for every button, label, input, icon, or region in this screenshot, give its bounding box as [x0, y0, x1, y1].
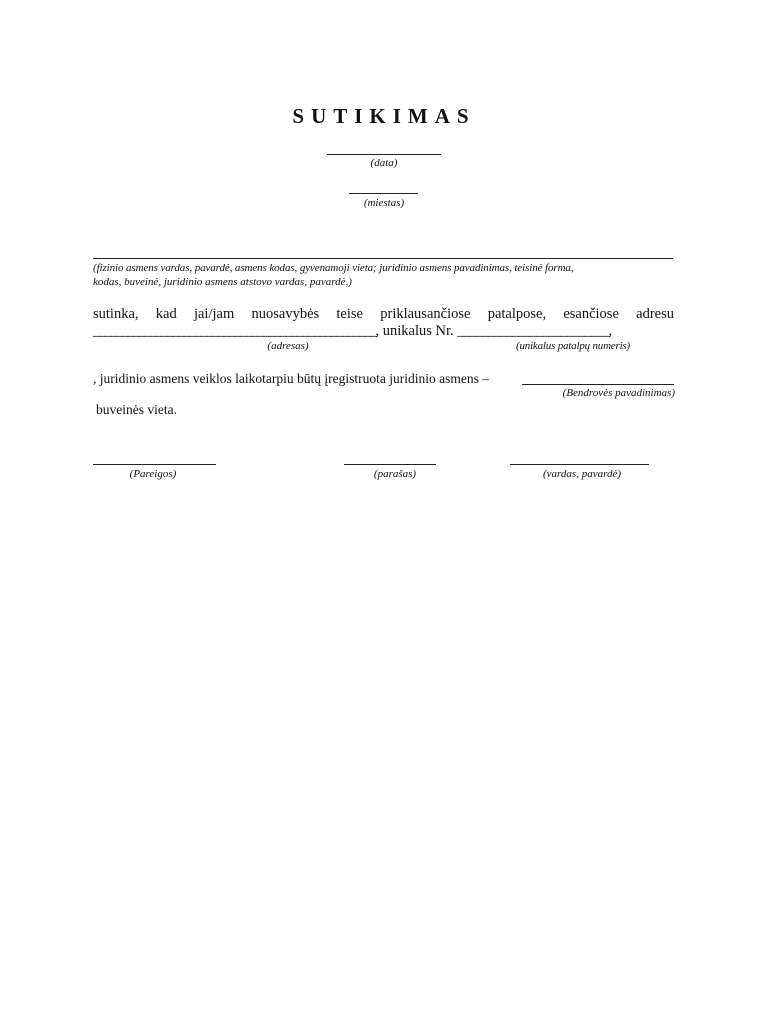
name-line[interactable] [510, 464, 649, 465]
company-name-line[interactable] [522, 384, 674, 385]
city-caption: (miestas) [363, 197, 405, 209]
consent-line-2 [93, 323, 612, 340]
unique-number-caption: (unikalus patalpų numeris) [516, 340, 630, 352]
consent-line-2-comma: , [608, 323, 613, 339]
date-line[interactable] [327, 154, 441, 155]
party-note-line-1: (fizinio asmens vardas, pavardė, asmens kodas, gyvenamoji vieta; juridinio asmens pavadinimas, teisinė forma, [93, 262, 574, 274]
signature-caption: (parašas) [373, 468, 417, 480]
seat-text: buveinės vieta. [96, 402, 177, 417]
position-caption: (Pareigos) [129, 468, 177, 480]
position-line[interactable] [93, 464, 216, 465]
unique-number-blank[interactable]: _________________________ [457, 323, 609, 339]
party-line[interactable] [93, 258, 673, 259]
document-title: SUTIKIMAS [292, 104, 476, 128]
company-caption: (Bendrovės pavadinimas) [562, 387, 675, 399]
address-caption: (adresas) [267, 340, 309, 352]
name-caption: (vardas, pavardė) [543, 468, 621, 480]
date-caption: (data) [370, 157, 398, 169]
consent-line-1: sutinka, kad jai/jam nuosavybės teise priklausančiose patalpose, esančiose adresu [93, 306, 674, 322]
address-blank[interactable]: __________________________________________________ [93, 323, 376, 339]
party-note-line-2: kodas, buveinė, juridinio asmens atstovo vardas, pavardė,) [93, 276, 352, 288]
registration-text: , juridinio asmens veiklos laikotarpiu būtų įregistruota juridinio asmens – [93, 371, 489, 386]
unique-number-label: , unikalus Nr. [375, 323, 458, 339]
signature-line[interactable] [344, 464, 436, 465]
city-line[interactable] [349, 193, 418, 194]
